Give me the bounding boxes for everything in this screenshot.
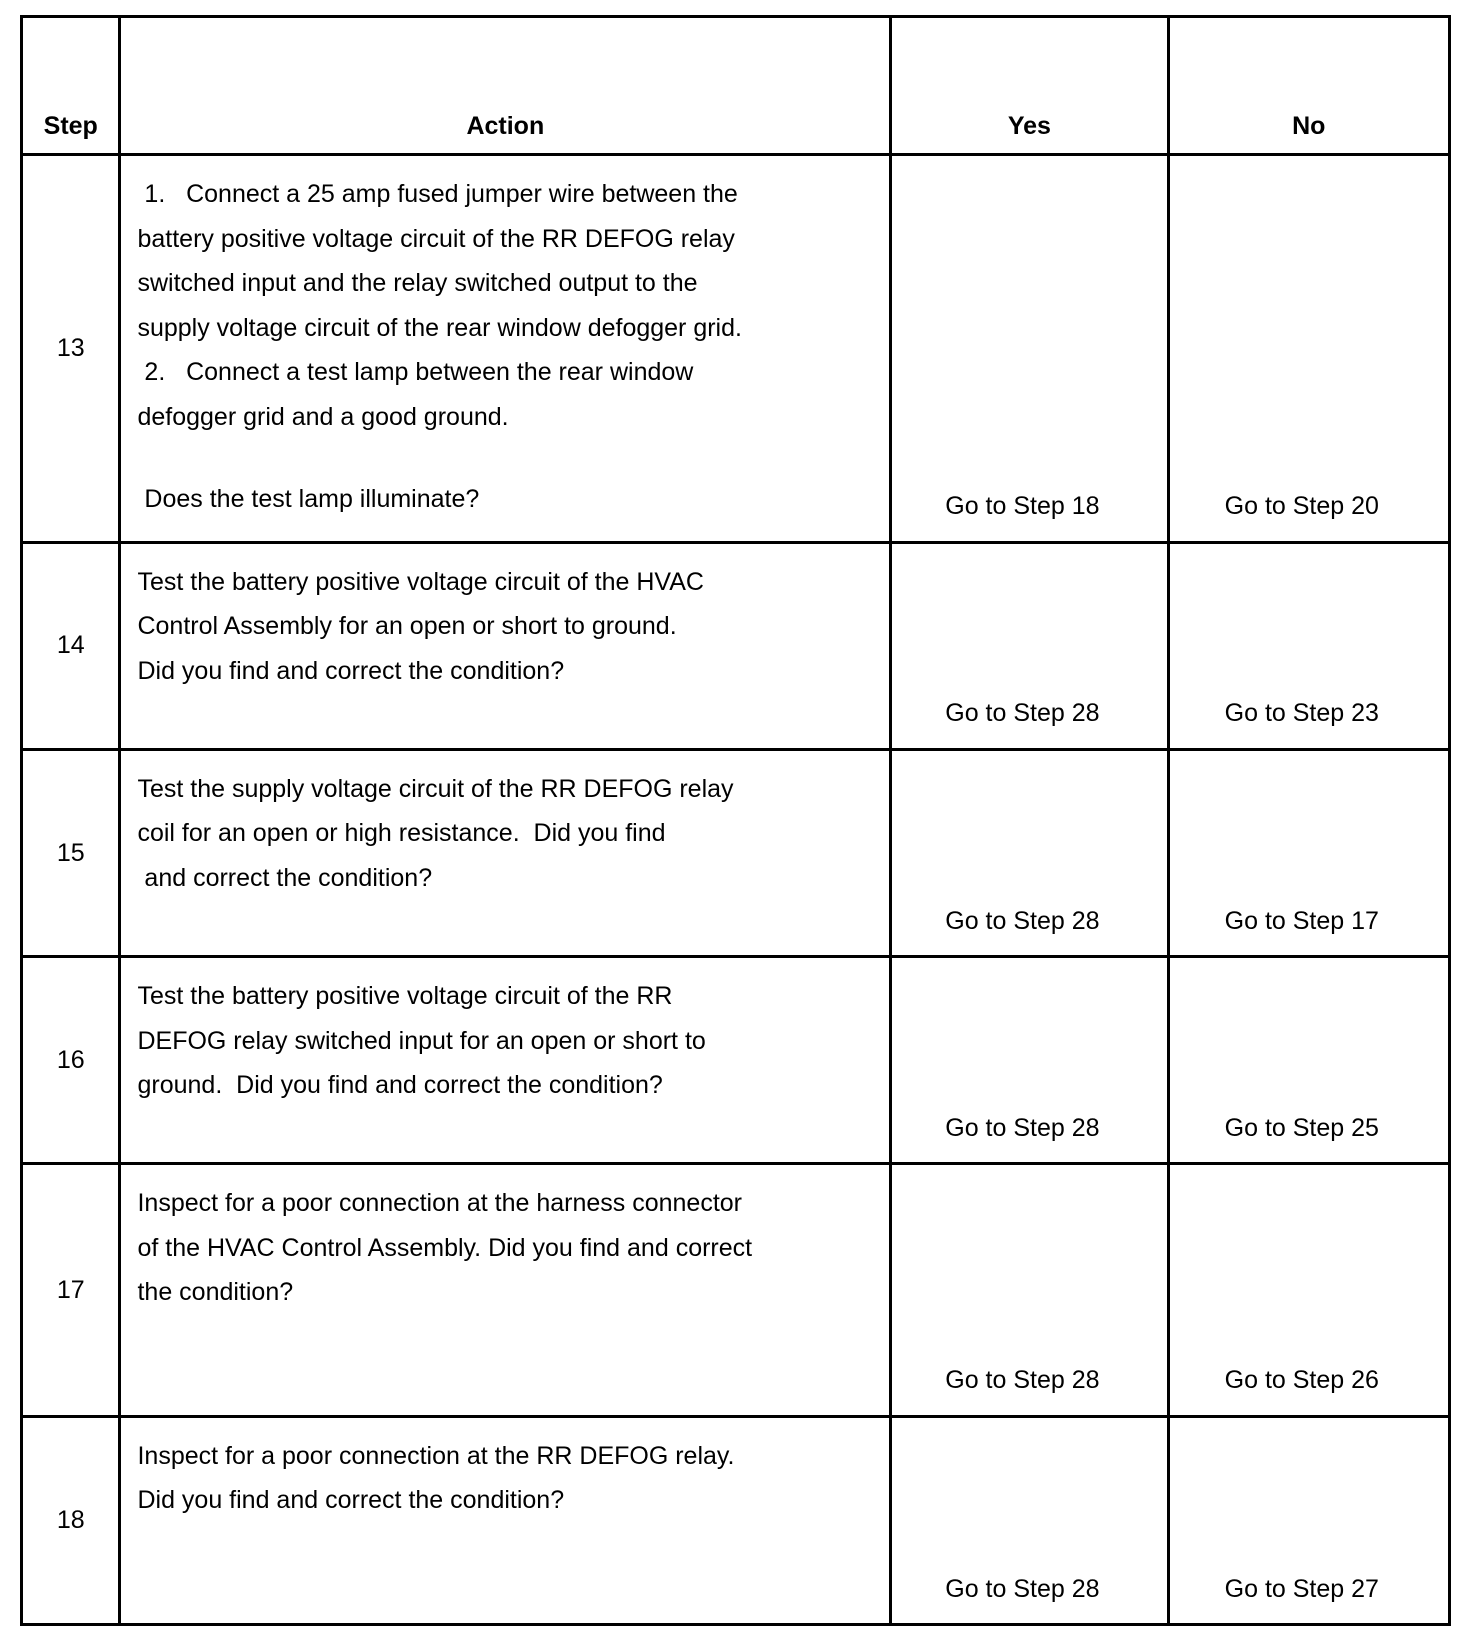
action-line: of the HVAC Control Assembly. Did you find and correct: [137, 1233, 753, 1262]
action-line: Did you find and correct the condition?: [137, 1486, 565, 1515]
table-row: [22, 542, 1450, 749]
action-line: Control Assembly for an open or short to ground.: [137, 612, 677, 641]
header-action: Action: [120, 17, 891, 155]
table-row: [22, 1416, 1450, 1624]
table-row: [22, 1164, 1450, 1416]
action-question: Does the test lamp illuminate?: [137, 485, 480, 513]
table-row: [22, 749, 1450, 956]
yes-result: Go to Step 28: [891, 1164, 1168, 1416]
action-text: [120, 957, 891, 1164]
header-step: Step: [22, 17, 120, 155]
action-line: Test the supply voltage circuit of the RR DEFOG relay: [137, 774, 734, 803]
header-yes: Yes: [891, 17, 1168, 155]
header-no: No: [1168, 17, 1449, 155]
action-text: [120, 1164, 891, 1416]
action-line: ground. Did you find and correct the condition?: [137, 1071, 663, 1100]
action-line: switched input and the relay switched output to the: [137, 269, 698, 297]
no-result: Go to Step 27: [1168, 1416, 1449, 1624]
step-number: 13: [22, 155, 120, 543]
yes-result: Go to Step 28: [891, 749, 1168, 956]
action-line: battery positive voltage circuit of the RR DEFOG relay: [137, 224, 735, 253]
action-line: coil for an open or high resistance. Did you find: [137, 819, 666, 848]
no-result: Go to Step 25: [1168, 957, 1449, 1164]
step-number: 14: [22, 542, 120, 749]
no-result: Go to Step 17: [1168, 749, 1449, 956]
action-text: [120, 542, 891, 749]
action-line: DEFOG relay switched input for an open or short to: [137, 1026, 706, 1055]
step-number: 16: [22, 957, 120, 1164]
action-text: [120, 1416, 891, 1624]
yes-result: Go to Step 28: [891, 1416, 1168, 1624]
action-line: Inspect for a poor connection at the harness connector: [137, 1189, 743, 1218]
action-line: the condition?: [137, 1278, 294, 1307]
action-line: 2. Connect a test lamp between the rear window: [137, 358, 694, 386]
step-number: 17: [22, 1164, 120, 1416]
action-line: Did you find and correct the condition?: [137, 656, 565, 685]
action-line: defogger grid and a good ground.: [137, 402, 509, 431]
step-number: 18: [22, 1416, 120, 1624]
action-line: Test the battery positive voltage circuit of the HVAC: [137, 567, 704, 596]
no-result: Go to Step 23: [1168, 542, 1449, 749]
step-number: 15: [22, 749, 120, 956]
table-row: [22, 957, 1450, 1164]
table-row: [22, 155, 1450, 543]
diagnostic-steps-table: [20, 15, 1451, 1626]
action-line: Test the battery positive voltage circuit of the RR: [137, 982, 673, 1011]
yes-result: Go to Step 18: [891, 155, 1168, 543]
yes-result: Go to Step 28: [891, 957, 1168, 1164]
action-line: and correct the condition?: [137, 863, 433, 892]
no-result: Go to Step 20: [1168, 155, 1449, 543]
action-line: 1. Connect a 25 amp fused jumper wire between the: [137, 180, 738, 208]
action-line: Inspect for a poor connection at the RR DEFOG relay.: [137, 1441, 735, 1470]
action-text: [120, 155, 891, 543]
action-line: supply voltage circuit of the rear window defogger grid.: [137, 313, 742, 342]
yes-result: Go to Step 28: [891, 542, 1168, 749]
table-header-row: [22, 17, 1450, 155]
no-result: Go to Step 26: [1168, 1164, 1449, 1416]
action-text: [120, 749, 891, 956]
